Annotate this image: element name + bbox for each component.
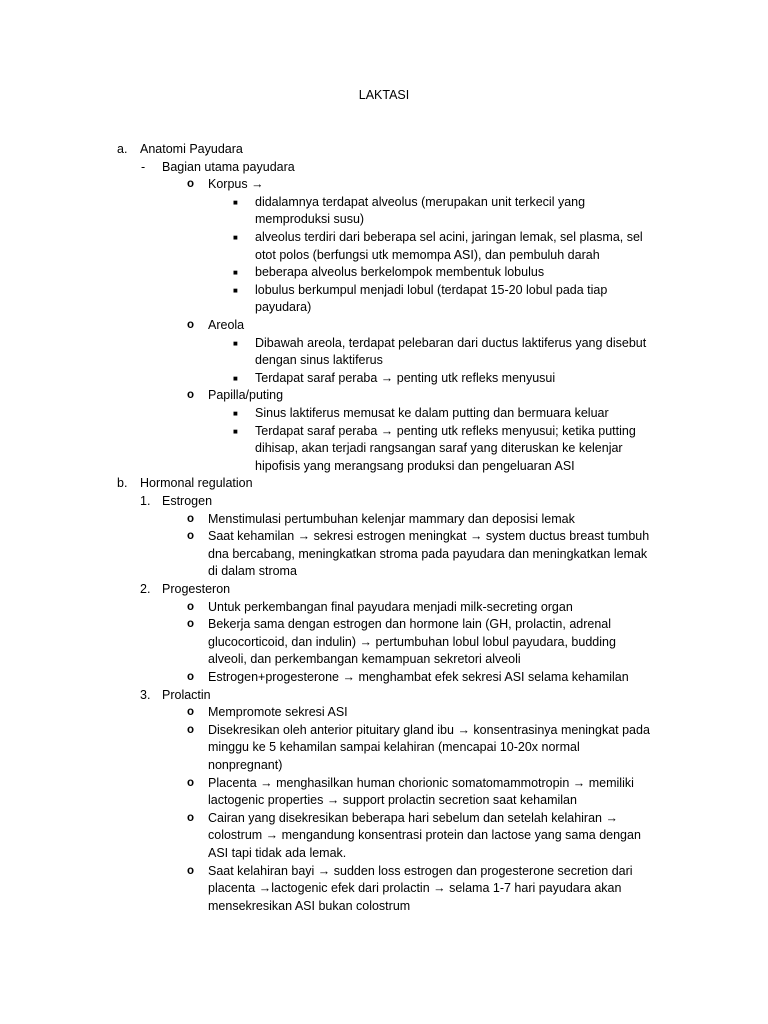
outline-line: dna bercabang, meningkatkan stroma pada payudara dan meningkatkan lemak	[208, 546, 648, 561]
list-marker: o	[187, 600, 195, 613]
outline-line: Estrogen	[162, 494, 213, 508]
outline-line: didalamnya terdapat alveolus (merupakan unit terkecil yang	[255, 194, 586, 209]
outline-line: nonpregnant)	[208, 758, 283, 772]
outline-line: Terdapat saraf peraba → penting utk refleks menyusui	[255, 370, 556, 385]
list-marker: ■	[233, 373, 238, 383]
list-marker: a.	[117, 142, 128, 156]
outline-line: Saat kehamilan → sekresi estrogen meningkat → system ductus breast tumbuh	[208, 529, 650, 544]
list-marker: o	[187, 319, 195, 331]
outline-line: dengan sinus laktiferus	[255, 353, 383, 368]
list-marker: b.	[117, 476, 128, 491]
outline-line: mensekresikan ASI bukan colostrum	[208, 898, 411, 913]
list-marker: ■	[233, 268, 238, 278]
list-marker: o	[187, 530, 195, 543]
list-marker: -	[141, 159, 146, 174]
outline-line: di dalam stroma	[208, 564, 297, 579]
list-marker: o	[187, 389, 195, 402]
outline-line: alveolus terdiri dari beberapa sel acini, jaringan lemak, sel plasma, sel	[255, 230, 643, 244]
list-marker: o	[187, 864, 195, 877]
outline-line: Estrogen+progesterone → menghambat efek sekresi ASI selama kehamilan	[208, 670, 629, 684]
outline-line: Hormonal regulation	[140, 476, 253, 491]
list-marker: ■	[233, 409, 238, 418]
list-marker: ■	[233, 426, 238, 436]
outline-line: lactogenic properties → support prolactin secretion saat kehamilan	[208, 793, 577, 808]
outline-line: hipofisis yang merangsang produksi dan pengeluaran ASI	[255, 458, 575, 473]
outline-line: Saat kelahiran bayi → sudden loss estrogen dan progesterone secretion dari	[208, 863, 633, 878]
list-marker: o	[187, 178, 195, 191]
outline-line: Mempromote sekresi ASI	[208, 705, 348, 720]
outline-line: Cairan yang disekresikan beberapa hari sebelum dan setelah kelahiran →	[208, 810, 618, 825]
outline-line: beberapa alveolus berkelompok membentuk lobulus	[255, 265, 545, 280]
outline-line: Anatomi Payudara	[140, 142, 243, 156]
outline-line: colostrum → mengandung konsentrasi protein dan lactose yang sama dengan	[208, 828, 641, 843]
outline-line: alveoli, dan perkembangan kemampuan sekretori alveoli	[208, 652, 521, 667]
outline-line: glucocorticoid, dan indulin) → pertumbuhan lobul lobul payudara, budding	[208, 634, 616, 649]
list-marker: o	[187, 671, 195, 683]
outline-line: Korpus →	[208, 177, 264, 192]
outline-line: Menstimulasi pertumbuhan kelenjar mammary dan deposisi lemak	[208, 511, 575, 526]
outline-line: Areola	[208, 318, 245, 332]
outline-line: Progesteron	[162, 582, 231, 596]
list-marker: ■	[233, 197, 238, 207]
outline-line: Bekerja sama dengan estrogen dan hormone lain (GH, prolactin, adrenal	[208, 617, 612, 632]
list-marker: 1.	[140, 494, 151, 508]
list-marker: ■	[233, 338, 238, 348]
outline-line: minggu ke 5 kehamilan sampai kelahiran (mencapai 10-20x normal	[208, 740, 580, 755]
list-marker: o	[187, 618, 195, 631]
outline-line: memproduksi susu)	[255, 212, 365, 227]
outline-line: Untuk perkembangan final payudara menjadi milk-secreting organ	[208, 599, 573, 614]
outline-line: Placenta → menghasilkan human chorionic somatomammotropin → memiliki	[208, 775, 634, 790]
list-marker: o	[187, 512, 195, 525]
outline-line: Dibawah areola, terdapat pelebaran dari ductus laktiferus yang disebut	[255, 335, 647, 350]
list-marker: o	[187, 811, 195, 824]
outline-line: Papilla/puting	[208, 388, 284, 403]
outline-line: Sinus laktiferus memusat ke dalam putting dan bermuara keluar	[255, 406, 609, 420]
list-marker: ■	[233, 233, 238, 242]
list-marker: o	[187, 723, 195, 736]
outline-line: Bagian utama payudara	[162, 159, 295, 174]
outline-line: payudara)	[255, 300, 312, 315]
list-marker: 2.	[140, 582, 151, 596]
list-marker: 3.	[140, 687, 151, 702]
outline-line: placenta →lactogenic efek dari prolactin → selama 1-7 hari payudara akan	[208, 881, 622, 896]
outline-line: dihisap, akan terjadi rangsangan saraf yang diteruskan ke kelenjar	[255, 441, 623, 456]
outline-line: otot polos (berfungsi utk memompa ASI), dan pembuluh darah	[255, 247, 600, 262]
document-title: LAKTASI	[358, 88, 410, 102]
outline-line: Disekresikan oleh anterior pituitary gland ibu → konsentrasinya meningkat pada	[208, 722, 650, 737]
outline-line: lobulus berkumpul menjadi lobul (terdapat 15-20 lobul pada tiap	[255, 282, 608, 297]
outline-line: Terdapat saraf peraba → penting utk refleks menyusui; ketika putting	[255, 423, 636, 438]
list-marker: o	[187, 776, 195, 789]
outline-line: ASI tapi tidak ada lemak.	[208, 846, 347, 860]
list-marker: o	[187, 706, 195, 719]
outline-line: Prolactin	[162, 687, 211, 702]
list-marker: ■	[233, 285, 238, 295]
